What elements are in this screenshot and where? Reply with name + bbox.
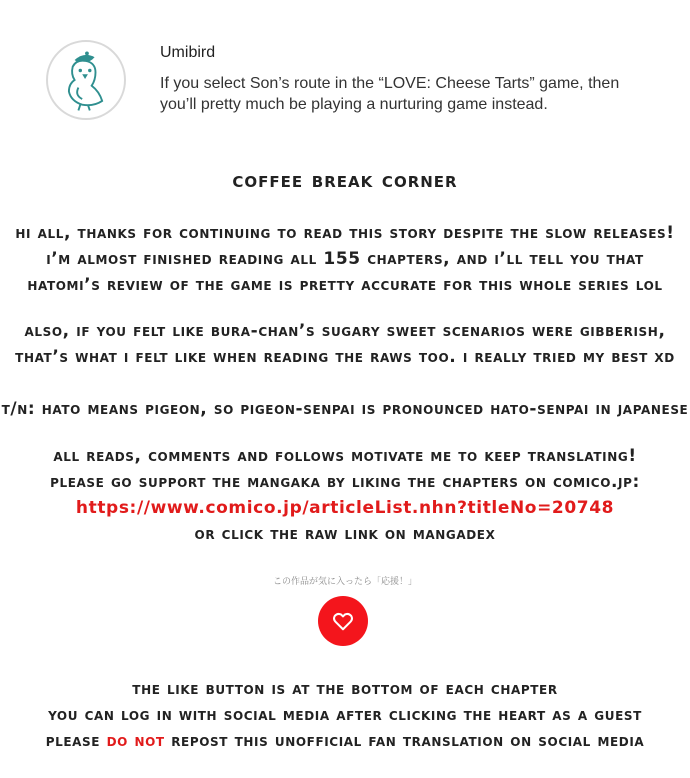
note-line: hatomi’s review of the game is pretty accurate for this whole series lol (27, 275, 663, 295)
note-line: i’m almost finished reading all 155 chapters, and i’ll tell you that (46, 249, 644, 269)
warning-text-after: repost this unofficial fan translation on social media (164, 731, 645, 751)
comment-text: If you select Son’s route in the “LOVE: Cheese Tarts” game, then you’ll pretty much be playing a nurturing game instead. (160, 75, 620, 113)
comment-username[interactable]: Umibird (160, 44, 216, 61)
note-line: that’s what i felt like when reading the raws too. i really tried my best xd (15, 347, 675, 367)
bird-icon (48, 42, 124, 118)
note-line: all reads, comments and follows motivate me to keep translating! (53, 446, 637, 466)
warning-emphasis: do not (106, 731, 165, 751)
like-heart-button[interactable] (318, 596, 368, 646)
note-line: or click the raw link on mangadex (194, 524, 496, 544)
footer-warning (0, 728, 690, 754)
warning-text-before: please (45, 731, 107, 751)
note-line: please go support the mangaka by liking the chapters on comico.jp: (50, 472, 640, 492)
note-line: also, if you felt like bura-chan’s sugary sweet scenarios were gibberish, (24, 321, 666, 341)
translator-note: t/n: hato means pigeon, so pigeon-senpai is pronounced hato-senpai in japanese (1, 399, 689, 419)
avatar[interactable] (46, 40, 126, 120)
comment-card (46, 40, 656, 120)
note-line: hi all, thanks for continuing to read this story despite the slow releases! (15, 223, 675, 243)
footer-line: you can log in with social media after clicking the heart as a guest (48, 705, 642, 725)
footer-line: the like button is at the bottom of each chapter (132, 679, 558, 699)
comico-link[interactable]: https://www.comico.jp/articleList.nhn?titleNo=20748 (75, 498, 615, 518)
support-label: この作品が気に入ったら「応援！」 (272, 577, 417, 587)
heart-icon (332, 610, 354, 632)
note-heading: coffee break corner (232, 168, 458, 193)
